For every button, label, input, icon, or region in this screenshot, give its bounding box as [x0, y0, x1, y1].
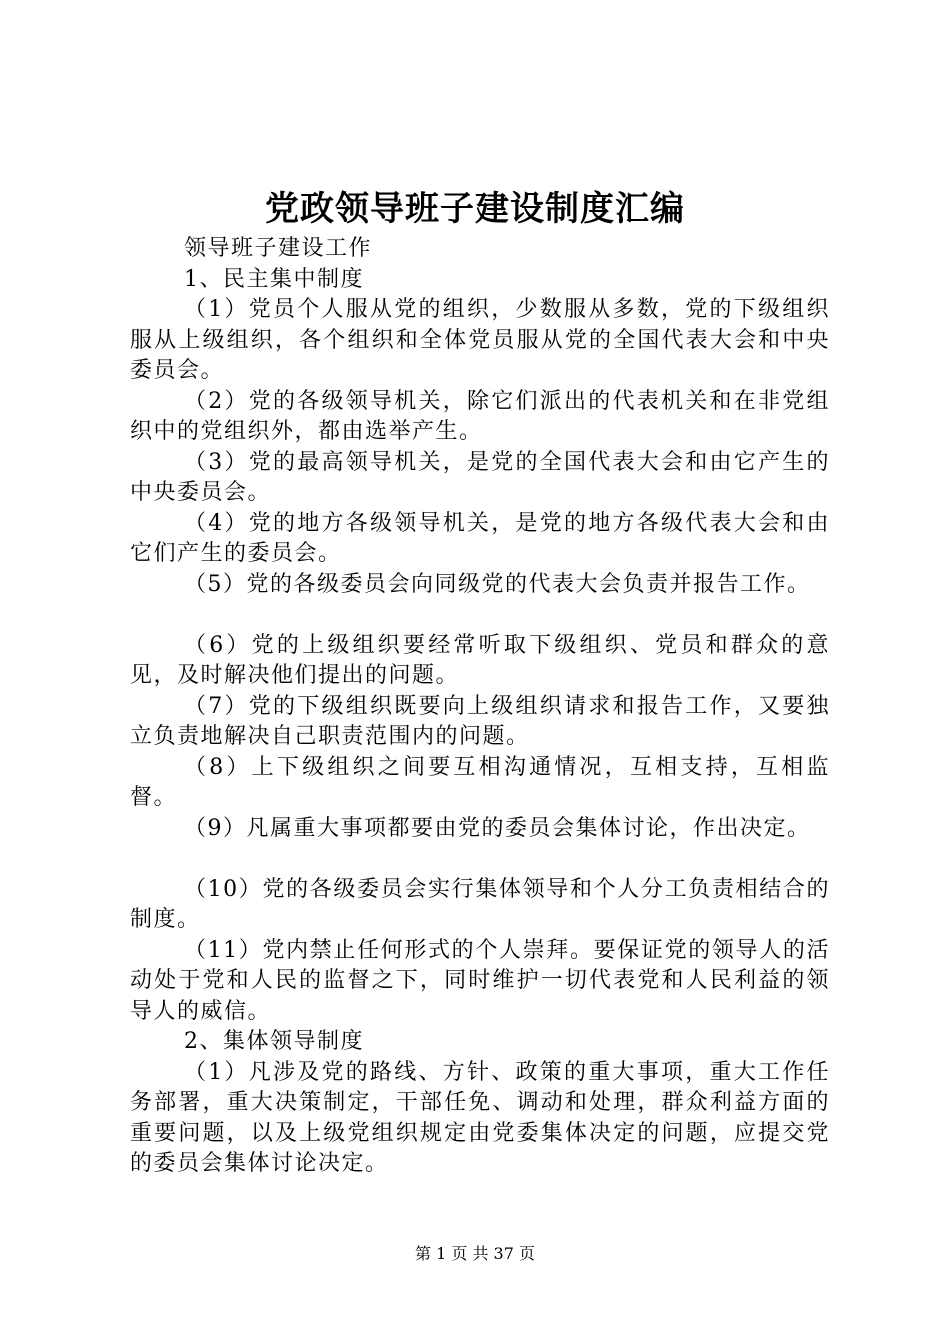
- document-body: [130, 234, 830, 1180]
- page-number-footer: 第 1 页 共 37 页: [415, 1244, 535, 1263]
- paragraph: （7）党的下级组织既要向上级组织请求和报告工作，又要独立负责地解决自己职责范围内的问题。: [130, 693, 830, 749]
- section-heading: 领导班子建设工作: [184, 236, 373, 261]
- paragraph: （1）凡涉及党的路线、方针、政策的重大事项，重大工作任务部署，重大决策制定，干部任免、调动和处理，群众利益方面的重要问题，以及上级党组织规定由党委集体决定的问题，应提交党的委员会集体讨论决定。: [130, 1059, 830, 1176]
- paragraph: （3）党的最高领导机关，是党的全国代表大会和由它产生的中央委员会。: [130, 449, 830, 505]
- paragraph: （6）党的上级组织要经常听取下级组织、党员和群众的意见，及时解决他们提出的问题。: [130, 632, 830, 688]
- paragraph: （1）党员个人服从党的组织，少数服从多数，党的下级组织服从上级组织，各个组织和全体党员服从党的全国代表大会和中央委员会。: [130, 297, 830, 383]
- subsection-heading: 2、集体领导制度: [184, 1029, 364, 1054]
- paragraph: （5）党的各级委员会向同级党的代表大会负责并报告工作。: [184, 571, 811, 597]
- paragraph: （8）上下级组织之间要互相沟通情况，互相支持，互相监督。: [130, 754, 830, 810]
- paragraph: （2）党的各级领导机关，除它们派出的代表机关和在非党组织中的党组织外，都由选举产生。: [130, 388, 830, 444]
- paragraph: （4）党的地方各级领导机关，是党的地方各级代表大会和由它们产生的委员会。: [130, 510, 830, 566]
- document-title: 党政领导班子建设制度汇编: [265, 189, 685, 229]
- subsection-heading: 1、民主集中制度: [184, 266, 364, 292]
- paragraph: （9）凡属重大事项都要由党的委员会集体讨论，作出决定。: [184, 815, 811, 841]
- paragraph: （11）党内禁止任何形式的个人崇拜。要保证党的领导人的活动处于党和人民的监督之下，同时维护一切代表党和人民利益的领导人的威信。: [130, 937, 830, 1024]
- paragraph: （10）党的各级委员会实行集体领导和个人分工负责相结合的制度。: [130, 876, 830, 932]
